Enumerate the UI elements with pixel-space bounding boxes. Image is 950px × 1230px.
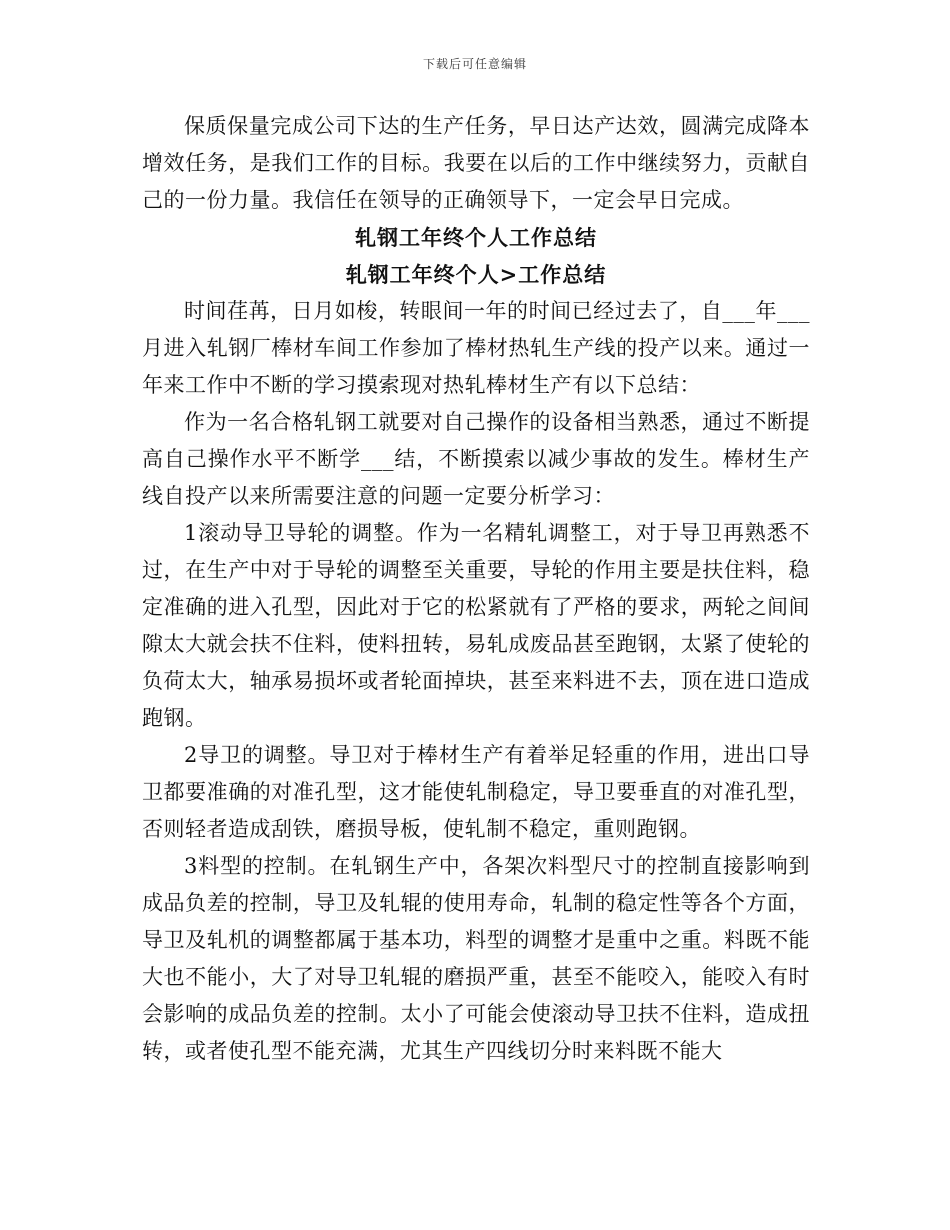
paragraph-4: 2导卫的调整。导卫对于棒材生产有着举足轻重的作用，进出口导卫都要准确的对准孔型，这才能使轧制稳定，导卫要垂直的对准孔型，否则轻者造成刮铁，磨损导板，使轧制不稳定，重则跑钢。 — [142, 743, 810, 841]
paragraph-1: 时间荏苒，日月如梭，转眼间一年的时间已经过去了，自___年___月进入轧钢厂棒材车间工作参加了棒材热轧生产线的投产以来。通过一年来工作中不断的学习摸索现对热轧棒材生产有以下总结： — [142, 299, 810, 397]
document-title: 轧钢工年终个人工作总结 — [355, 225, 597, 250]
intro-paragraph: 保质保量完成公司下达的生产任务，早日达产达效，圆满完成降本增效任务，是我们工作的目标。我要在以后的工作中继续努力，贡献自己的一份力量。我信任在领导的正确领导下，一定会早日完成。 — [142, 114, 810, 212]
document-body — [142, 108, 810, 1070]
paragraph-3: 1滚动导卫导轮的调整。作为一名精轧调整工，对于导卫再熟悉不过，在生产中对于导轮的调整至关重要，导轮的作用主要是扶住料，稳定准确的进入孔型，因此对于它的松紧就有了严格的要求，两轮之间间隙太大就会扶不住料，使料扭转，易轧成废品甚至跑钢，太紧了使轮的负荷太大，轴承易损坏或者轮面掉块，甚至来料进不去，顶在进口造成跑钢。 — [142, 521, 810, 730]
page-header-note: 下载后可任意编辑 — [422, 57, 527, 71]
paragraph-5: 3料型的控制。在轧钢生产中，各架次料型尺寸的控制直接影响到成品负差的控制，导卫及轧辊的使用寿命，轧制的稳定性等各个方面，导卫及轧机的调整都属于基本功，料型的调整才是重中之重。料既不能大也不能小，大了对导卫轧辊的磨损严重，甚至不能咬入，能咬入有时会影响的成品负差的控制。太小了可能会使滚动导卫扶不住料，造成扭转，或者使孔型不能充满，尤其生产四线切分时来料既不能大 — [142, 854, 810, 1063]
paragraph-2: 作为一名合格轧钢工就要对自己操作的设备相当熟悉，通过不断提高自己操作水平不断学___结，不断摸索以减少事故的发生。棒材生产线自投产以来所需要注意的问题一定要分析学习： — [142, 410, 810, 508]
document-subtitle: 轧钢工年终个人>工作总结 — [345, 262, 607, 287]
